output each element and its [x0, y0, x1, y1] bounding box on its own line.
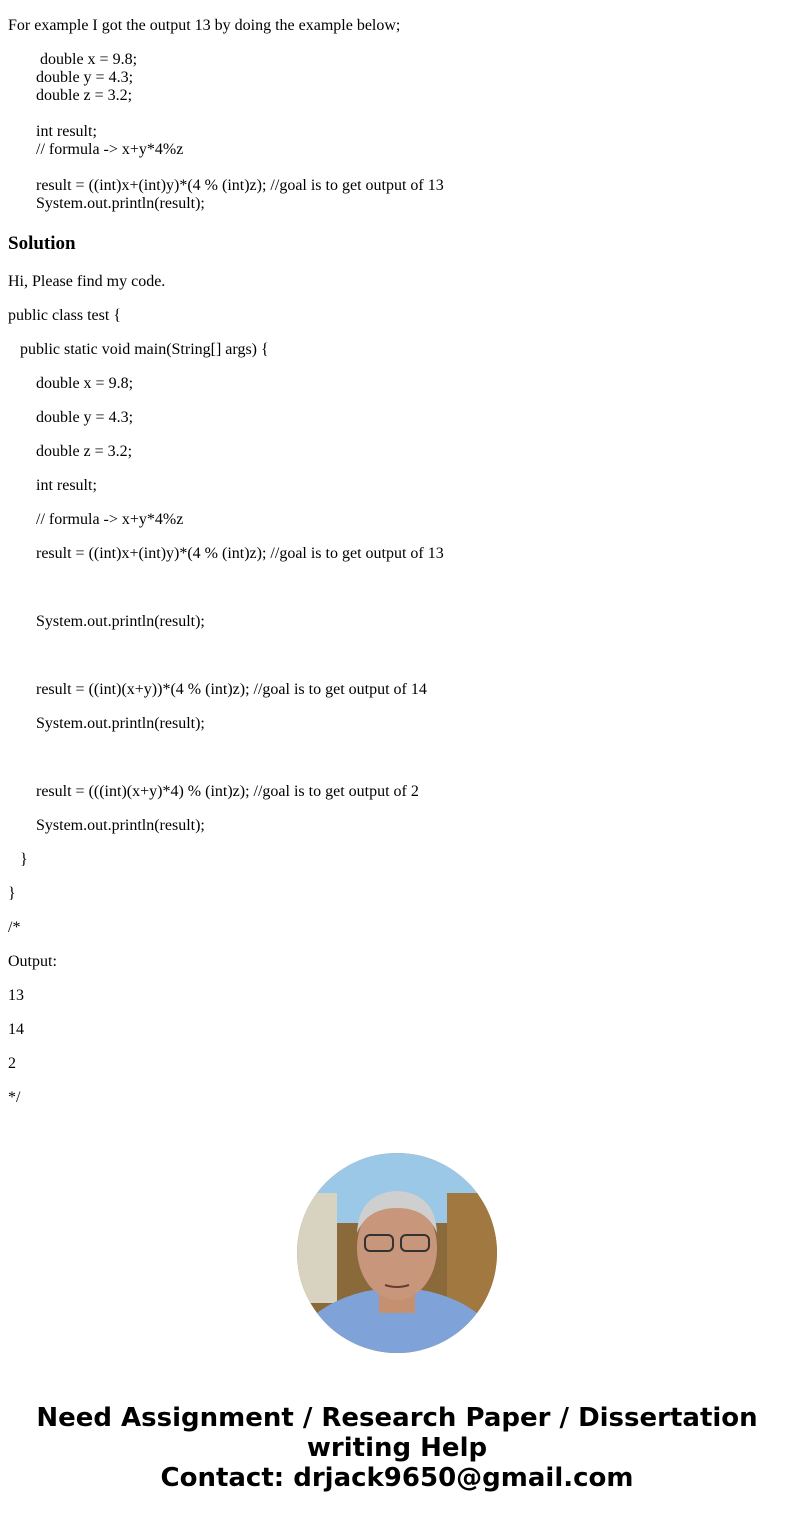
promo-contact: Contact: drjack9650@gmail.com: [160, 1463, 634, 1493]
code-line: Output:: [8, 953, 57, 970]
promo-line: writing Help: [306, 1433, 488, 1463]
code-line: [8, 749, 444, 783]
promo-line: Need Assignment / Research Paper / Dissertation: [36, 1403, 758, 1433]
example-code: [8, 51, 444, 213]
intro-text: For example I got the output 13 by doing the example below;: [8, 17, 401, 34]
code-line: [36, 105, 444, 123]
code-line: double z = 3.2;: [8, 443, 133, 460]
code-line: System.out.println(result);: [8, 715, 205, 732]
code-line: int result;: [8, 477, 97, 494]
code-line: Hi, Please find my code.: [8, 273, 166, 290]
code-line: 14: [8, 1021, 24, 1038]
code-line: [36, 159, 444, 177]
code-line: double y = 4.3;: [36, 69, 134, 86]
promo-banner: [0, 1403, 794, 1493]
code-line: public class test {: [8, 307, 121, 324]
code-line: System.out.println(result);: [8, 817, 205, 834]
code-line: // formula -> x+y*4%z: [36, 141, 184, 158]
solution-heading: Solution: [8, 233, 76, 254]
code-line: result = ((int)x+(int)y)*(4 % (int)z); //goal is to get output of 13: [36, 177, 444, 194]
solution-code: [8, 273, 444, 1123]
author-photo: [297, 1153, 497, 1353]
code-line: double z = 3.2;: [36, 87, 133, 104]
code-line: public static void main(String[] args) {: [8, 341, 269, 358]
code-line: double x = 9.8;: [36, 51, 138, 68]
code-line: 13: [8, 987, 24, 1004]
code-line: double x = 9.8;: [8, 375, 134, 392]
code-line: */: [8, 1089, 21, 1106]
code-line: result = (((int)(x+y)*4) % (int)z); //goal is to get output of 2: [8, 783, 419, 800]
code-line: System.out.println(result);: [36, 195, 205, 212]
code-line: int result;: [36, 123, 97, 140]
code-line: /*: [8, 919, 21, 936]
code-line: result = ((int)(x+y))*(4 % (int)z); //goal is to get output of 14: [8, 681, 427, 698]
code-line: double y = 4.3;: [8, 409, 134, 426]
code-line: 2: [8, 1055, 16, 1072]
code-line: [8, 647, 444, 681]
code-line: }: [8, 851, 28, 868]
code-line: }: [8, 885, 16, 902]
code-line: [8, 579, 444, 613]
code-line: result = ((int)x+(int)y)*(4 % (int)z); //goal is to get output of 13: [8, 545, 444, 562]
code-line: // formula -> x+y*4%z: [8, 511, 184, 528]
code-line: System.out.println(result);: [8, 613, 205, 630]
